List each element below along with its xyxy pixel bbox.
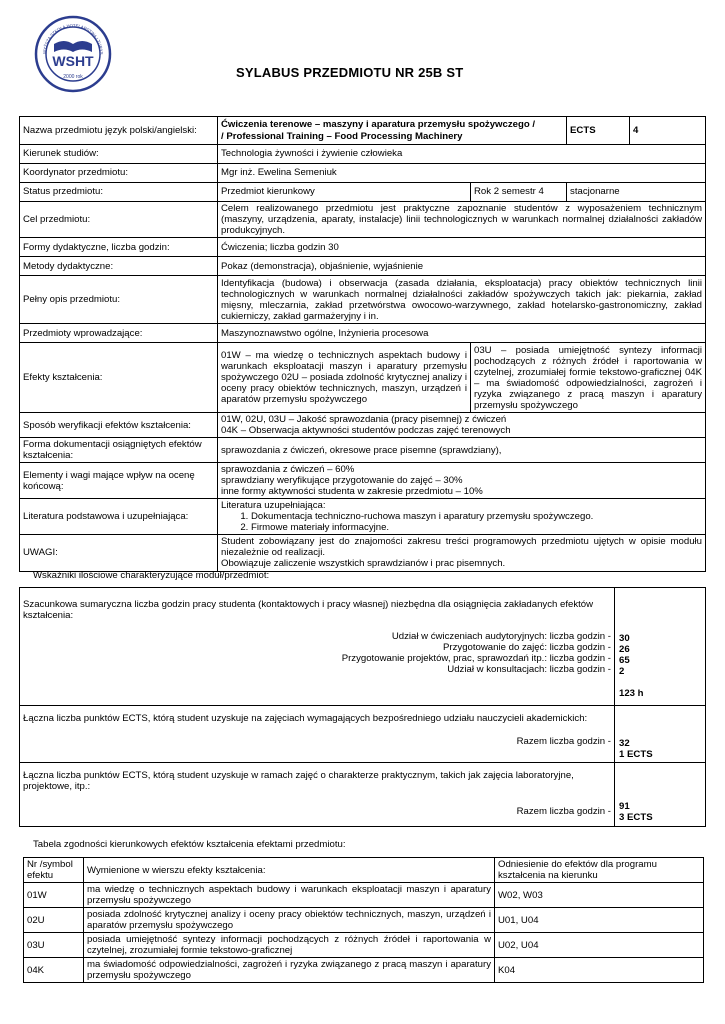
value-rok: Rok 2 semestr 4	[471, 183, 567, 202]
mapping-ref: W02, W03	[495, 883, 704, 908]
literatura-item: 1. Dokumentacja techniczno-ruchowa maszyn i aparatury przemysłu spożywczego.	[251, 511, 702, 522]
workload-line-label: Udział w ćwiczeniach audytoryjnych: liczba godzin -	[391, 631, 611, 643]
workload-heading: Wskaźniki ilościowe charakteryzujące moduł/przedmiot:	[33, 570, 270, 581]
label-opis: Pełny opis przedmiotu:	[20, 276, 218, 324]
syllabus-table	[19, 116, 706, 572]
label-weryfikacja: Sposób weryfikacji efektów kształcenia:	[20, 413, 218, 438]
value-metody: Pokaz (demonstracja), objaśnienie, wyjaśnienie	[218, 257, 706, 276]
value-tryb: stacjonarne	[567, 183, 706, 202]
mapping-heading: Tabela zgodności kierunkowych efektów kształcenia efektami przedmiotu:	[33, 839, 346, 850]
workload-table	[19, 587, 706, 827]
value-koordynator: Mgr inż. Ewelina Semeniuk	[218, 164, 706, 183]
contact-cell	[20, 706, 615, 763]
value-weryfikacja: 01W, 02U, 03U – Jakość sprawozdania (pracy pisemnej) z ćwiczeń 04K – Obserwacja aktywności studentów podczas zajęć terenowych	[218, 413, 706, 438]
mapping-symbol: 02U	[24, 908, 84, 933]
workload-line-label: Udział w konsultacjach: liczba godzin -	[447, 664, 611, 676]
practical-values: 91 3 ECTS	[615, 763, 706, 827]
workload-line-value: 2	[619, 666, 625, 678]
workload-main-cell	[20, 588, 615, 706]
school-logo	[34, 14, 112, 104]
value-wprowadzajace: Maszynoznawstwo ogólne, Inżynieria procesowa	[218, 324, 706, 343]
label-wprowadzajace: Przedmioty wprowadzające:	[20, 324, 218, 343]
label-uwagi: UWAGI:	[20, 535, 218, 571]
value-uwagi: Student zobowiązany jest do znajomości zakresu treści programowych przedmiotu ujętych w opisie modułu niezależnie od realizacji. Obowiązuje zaliczenie wszystkich sprawdzianów i prac pisemnych.	[218, 535, 706, 571]
mapping-symbol: 03U	[24, 933, 84, 958]
contact-text: Łączna liczba punktów ECTS, którą student uzyskuje na zajęciach wymagających bezpośredniego udziału nauczycieli akademickich:	[23, 713, 588, 724]
ects-label: ECTS	[567, 117, 630, 145]
mapping-table	[23, 857, 704, 983]
label-efekty: Efekty kształcenia:	[20, 343, 218, 413]
practical-cell	[20, 763, 615, 827]
workload-line-value: 65	[619, 655, 630, 667]
mapping-ref: U02, U04	[495, 933, 704, 958]
label-wagi: Elementy i wagi mające wpływ na ocenę końcową:	[20, 463, 218, 499]
value-kierunek: Technologia żywności i żywienie człowieka	[218, 145, 706, 164]
value-wagi: sprawozdania z ćwiczeń – 60% sprawdziany weryfikujące przygotowanie do zajęć – 30% inne formy aktywności studenta w zakresie przedmiotu – 10%	[218, 463, 706, 499]
ects-value: 4	[630, 117, 706, 145]
label-koordynator: Koordynator przedmiotu:	[20, 164, 218, 183]
logo-ring-text: WYŻSZA SZKOŁA HOTELARSTWA I TURYS	[41, 22, 105, 55]
value-efekty-right: 03U – posiada umiejętność syntezy informacji pochodzących z różnych źródeł i raportowania w czytelnej, zrozumiałej formie tekstowo-graficznej 04K – ma świadomość odpowiedzialności, zagrożeń i ryzyka związanego z pracą maszyn i aparatury przemysłu spożywczego	[471, 343, 706, 413]
value-nazwa: Ćwiczenia terenowe – maszyny i aparatura przemysłu spożywczego / / Professional Training – Food Processing Machinery	[218, 117, 567, 145]
label-status: Status przedmiotu:	[20, 183, 218, 202]
mapping-ref: K04	[495, 958, 704, 983]
mapping-header: Odniesienie do efektów dla programu kształcenia na kierunku	[495, 858, 704, 883]
label-literatura: Literatura podstawowa i uzupełniająca:	[20, 499, 218, 535]
value-cel: Celem realizowanego przedmiotu jest praktyczne zapoznanie studentów z wyposażeniem technicznym (maszyny, urządzenia, aparaty, instalacje) linii technologicznych w warunkach normalnej działalności zakładów produkcyjnych.	[218, 202, 706, 238]
literatura-item: 2. Firmowe materiały informacyjne.	[251, 522, 702, 533]
workload-intro: Szacunkowa sumaryczna liczba godzin pracy studenta (kontaktowych i pracy własnej) niezbędna dla osiągnięcia zakładanych efektów kształcenia:	[23, 599, 594, 622]
label-formy: Formy dydaktyczne, liczba godzin:	[20, 238, 218, 257]
mapping-ref: U01, U04	[495, 908, 704, 933]
page-title: SYLABUS PRZEDMIOTU NR 25B ST	[236, 65, 464, 80]
workload-line-label: Przygotowanie projektów, prac, sprawozdań itp.: liczba godzin -	[341, 653, 611, 665]
label-dokumentacja: Forma dokumentacji osiągniętych efektów kształcenia:	[20, 438, 218, 463]
value-efekty-left: 01W – ma wiedzę o technicznych aspektach budowy i warunkach eksploatacji maszyn i aparatury przemysłu spożywczego 02U – posiada zdolność krytycznej analizy i oceny pracy obiektów technicznych, maszyn, urządzeń i aparatów przemysłu spożywczego	[218, 343, 471, 413]
mapping-header: Nr /symbol efektu	[24, 858, 84, 883]
value-status: Przedmiot kierunkowy	[218, 183, 471, 202]
practical-sum-label: Razem liczba godzin -	[516, 806, 611, 818]
workload-total: 123 h	[619, 688, 644, 700]
value-formy: Ćwiczenia; liczba godzin 30	[218, 238, 706, 257]
mapping-desc: posiada zdolność krytycznej analizy i oceny pracy obiektów technicznych, maszyn, urządzeń i aparatów przemysłu spożywczego	[84, 908, 495, 933]
label-nazwa: Nazwa przedmiotu język polski/angielski:	[20, 117, 218, 145]
mapping-symbol: 01W	[24, 883, 84, 908]
contact-values: 32 1 ECTS	[615, 706, 706, 763]
practical-text: Łączna liczba punktów ECTS, którą student uzyskuje w ramach zajęć o charakterze praktycznym, takich jak zajęcia laboratoryjne, projektowe, itp.:	[23, 770, 574, 793]
workload-line-value: 30	[619, 633, 630, 644]
mapping-desc: posiada umiejętność syntezy informacji pochodzących z różnych źródeł i raportowania w czytelnej, zrozumiałej formie tekstowo-graficznej	[84, 933, 495, 958]
mapping-symbol: 04K	[24, 958, 84, 983]
value-opis: Identyfikacja (budowa) i obserwacja (zasada działania, eksploatacja) pracy obiektów technicznych linii technologicznych w warunkach normalnej działalności zakładów spożywczych takich jak: piekarnia, zakład mięsny, mleczarnia, zakład przetwórstwa owocowo-warzywnego, zakład hotelarsko-gastronomiczny, zakład cukierniczy, zakład garmażeryjny i in.	[218, 276, 706, 324]
workload-line-label: Przygotowanie do zajęć: liczba godzin -	[443, 642, 611, 654]
logo-text: WSHT	[52, 53, 94, 69]
label-metody: Metody dydaktyczne:	[20, 257, 218, 276]
value-literatura: Literatura uzupełniająca: 1. Dokumentacja techniczno-ruchowa maszyn i aparatury przemysłu spożywczego. 2. Firmowe materiały informacyjne.	[218, 499, 706, 535]
workload-values-cell	[615, 588, 706, 706]
value-dokumentacja: sprawozdania z ćwiczeń, okresowe prace pisemne (sprawdziany),	[218, 438, 706, 463]
workload-line-value: 26	[619, 644, 630, 656]
label-cel: Cel przedmiotu:	[20, 202, 218, 238]
logo-year: 2000 rok	[63, 74, 83, 80]
label-kierunek: Kierunek studiów:	[20, 145, 218, 164]
mapping-desc: ma wiedzę o technicznych aspektach budowy i warunkach eksploatacji maszyn i aparatury przemysłu spożywczego	[84, 883, 495, 908]
contact-sum-label: Razem liczba godzin -	[516, 736, 611, 748]
mapping-desc: ma świadomość odpowiedzialności, zagrożeń i ryzyka związanego z pracą maszyn i aparatury przemysłu spożywczego	[84, 958, 495, 983]
mapping-header: Wymienione w wierszu efekty kształcenia:	[84, 858, 495, 883]
